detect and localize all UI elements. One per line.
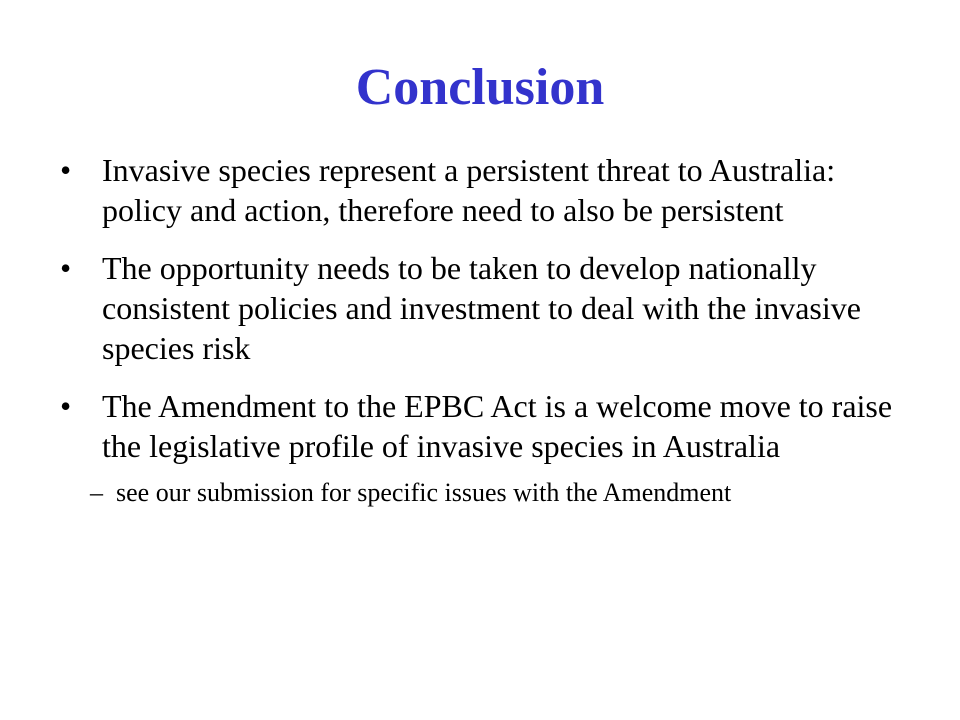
bullet-text: Invasive species represent a persistent threat to Australia: policy and action, therefore need to also be persistent (102, 152, 836, 228)
bullet-marker: • (60, 388, 72, 424)
bullet-marker: • (60, 152, 72, 188)
bullet-marker: • (60, 250, 72, 286)
bullet-item (60, 248, 900, 368)
bullet-list (60, 150, 900, 510)
bullet-item (60, 150, 900, 230)
sub-bullet-text: see our submission for specific issues with the Amendment (116, 478, 732, 507)
slide-title: Conclusion (355, 59, 605, 116)
sub-bullet-marker: – (90, 478, 103, 507)
bullet-text: The opportunity needs to be taken to develop nationally consistent policies and investment to deal with the invasive species risk (102, 250, 861, 366)
bullet-item (60, 386, 900, 466)
bullet-text: The Amendment to the EPBC Act is a welcome move to raise the legislative profile of invasive species in Australia (102, 388, 893, 464)
sub-bullet-item (60, 476, 900, 510)
